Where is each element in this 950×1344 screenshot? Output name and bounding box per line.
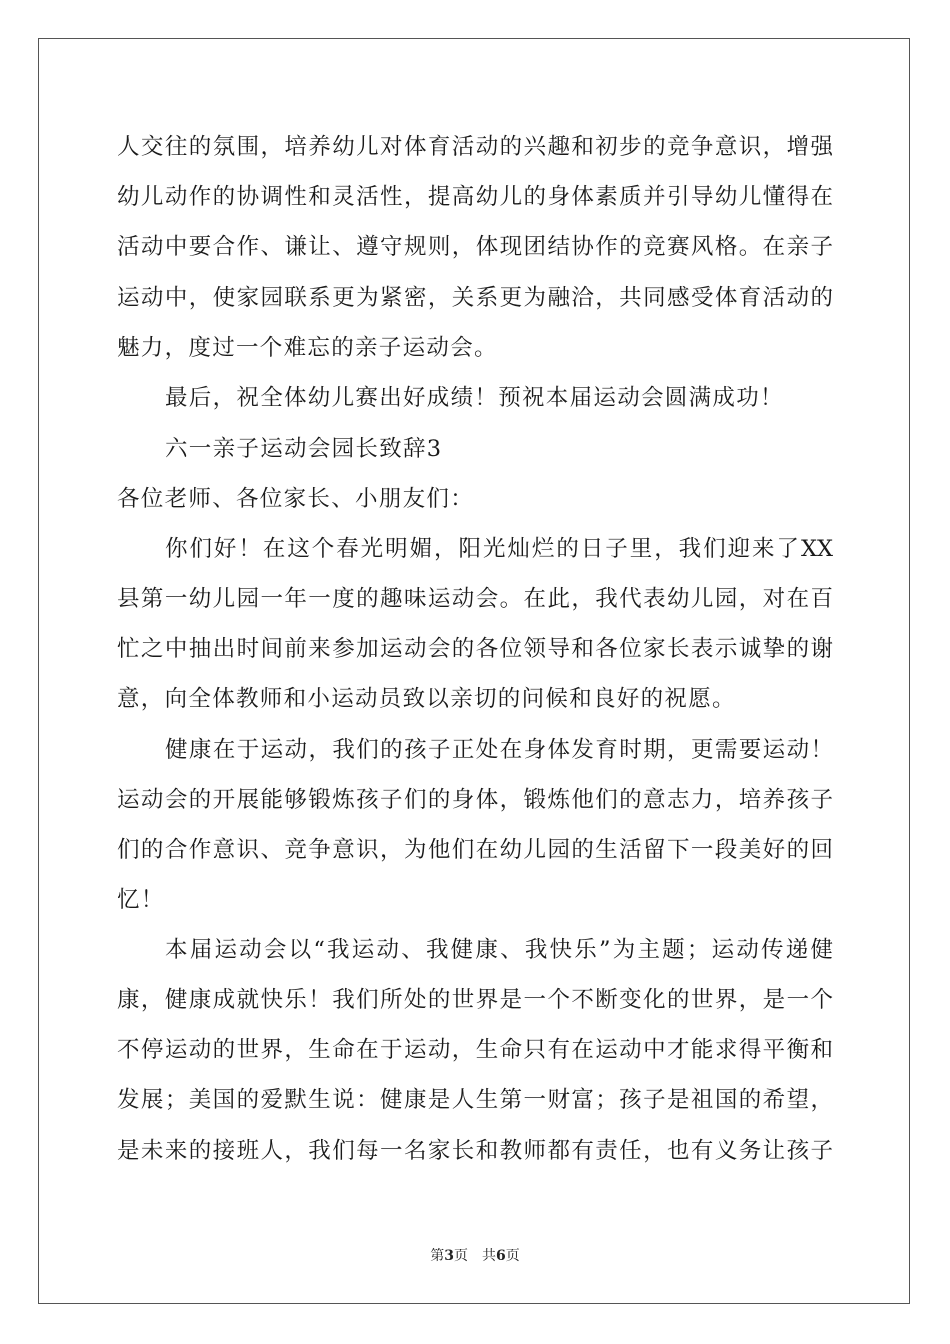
text-line: 幼儿动作的协调性和灵活性，提高幼儿的身体素质并引导幼儿懂得在 <box>117 184 833 210</box>
text-line: 本届运动会以“我运动、我健康、我快乐”为主题；运动传递健 <box>165 937 833 963</box>
text-line: 是未来的接班人，我们每一名家长和教师都有责任，也有义务让孩子 <box>117 1138 833 1164</box>
text-line: 忙之中抽出时间前来参加运动会的各位领导和各位家长表示诚挚的谢 <box>117 636 833 662</box>
text-line: 们的合作意识、竞争意识，为他们在幼儿园的生活留下一段美好的回 <box>117 837 833 863</box>
text-line: 魅力，度过一个难忘的亲子运动会。 <box>117 335 498 361</box>
page-label-suffix: 页 <box>505 1248 520 1264</box>
page-footer <box>0 1246 950 1266</box>
page-label-prefix: 第 <box>430 1248 445 1264</box>
text-line: 最后，祝全体幼儿赛出好成绩！预祝本届运动会圆满成功！ <box>165 385 784 411</box>
text-line: 发展；美国的爱默生说：健康是人生第一财富；孩子是祖国的希望， <box>117 1087 833 1113</box>
text-line: 运动中，使家园联系更为紧密，关系更为融洽，共同感受体育活动的 <box>117 285 833 311</box>
text-line: 人交往的氛围，培养幼儿对体育活动的兴趣和初步的竞争意识，增强 <box>117 134 833 160</box>
text-line: 意，向全体教师和小运动员致以亲切的问候和良好的祝愿。 <box>117 686 736 712</box>
section-heading: 六一亲子运动会园长致辞3 <box>165 436 443 462</box>
page-label-mid: 页 共 <box>454 1248 496 1264</box>
text-line: 活动中要合作、谦让、遵守规则，体现团结协作的竞赛风格。在亲子 <box>117 234 833 260</box>
text-line: 不停运动的世界，生命在于运动，生命只有在运动中才能求得平衡和 <box>117 1037 833 1063</box>
page-current-number: 3 <box>444 1248 454 1264</box>
text-line: 运动会的开展能够锻炼孩子们的身体，锻炼他们的意志力，培养孩子 <box>117 787 833 813</box>
text-line: 县第一幼儿园一年一度的趣味运动会。在此，我代表幼儿园，对在百 <box>117 586 833 612</box>
salutation: 各位老师、各位家长、小朋友们： <box>117 486 475 512</box>
text-line: 康，健康成就快乐！我们所处的世界是一个不断变化的世界，是一个 <box>117 987 833 1013</box>
text-line: 健康在于运动，我们的孩子正处在身体发育时期，更需要运动！ <box>165 737 833 763</box>
page-total-number: 6 <box>496 1248 506 1264</box>
text-line: 你们好！在这个春光明媚，阳光灿烂的日子里，我们迎来了XX <box>165 536 833 562</box>
text-line: 忆！ <box>117 887 165 913</box>
